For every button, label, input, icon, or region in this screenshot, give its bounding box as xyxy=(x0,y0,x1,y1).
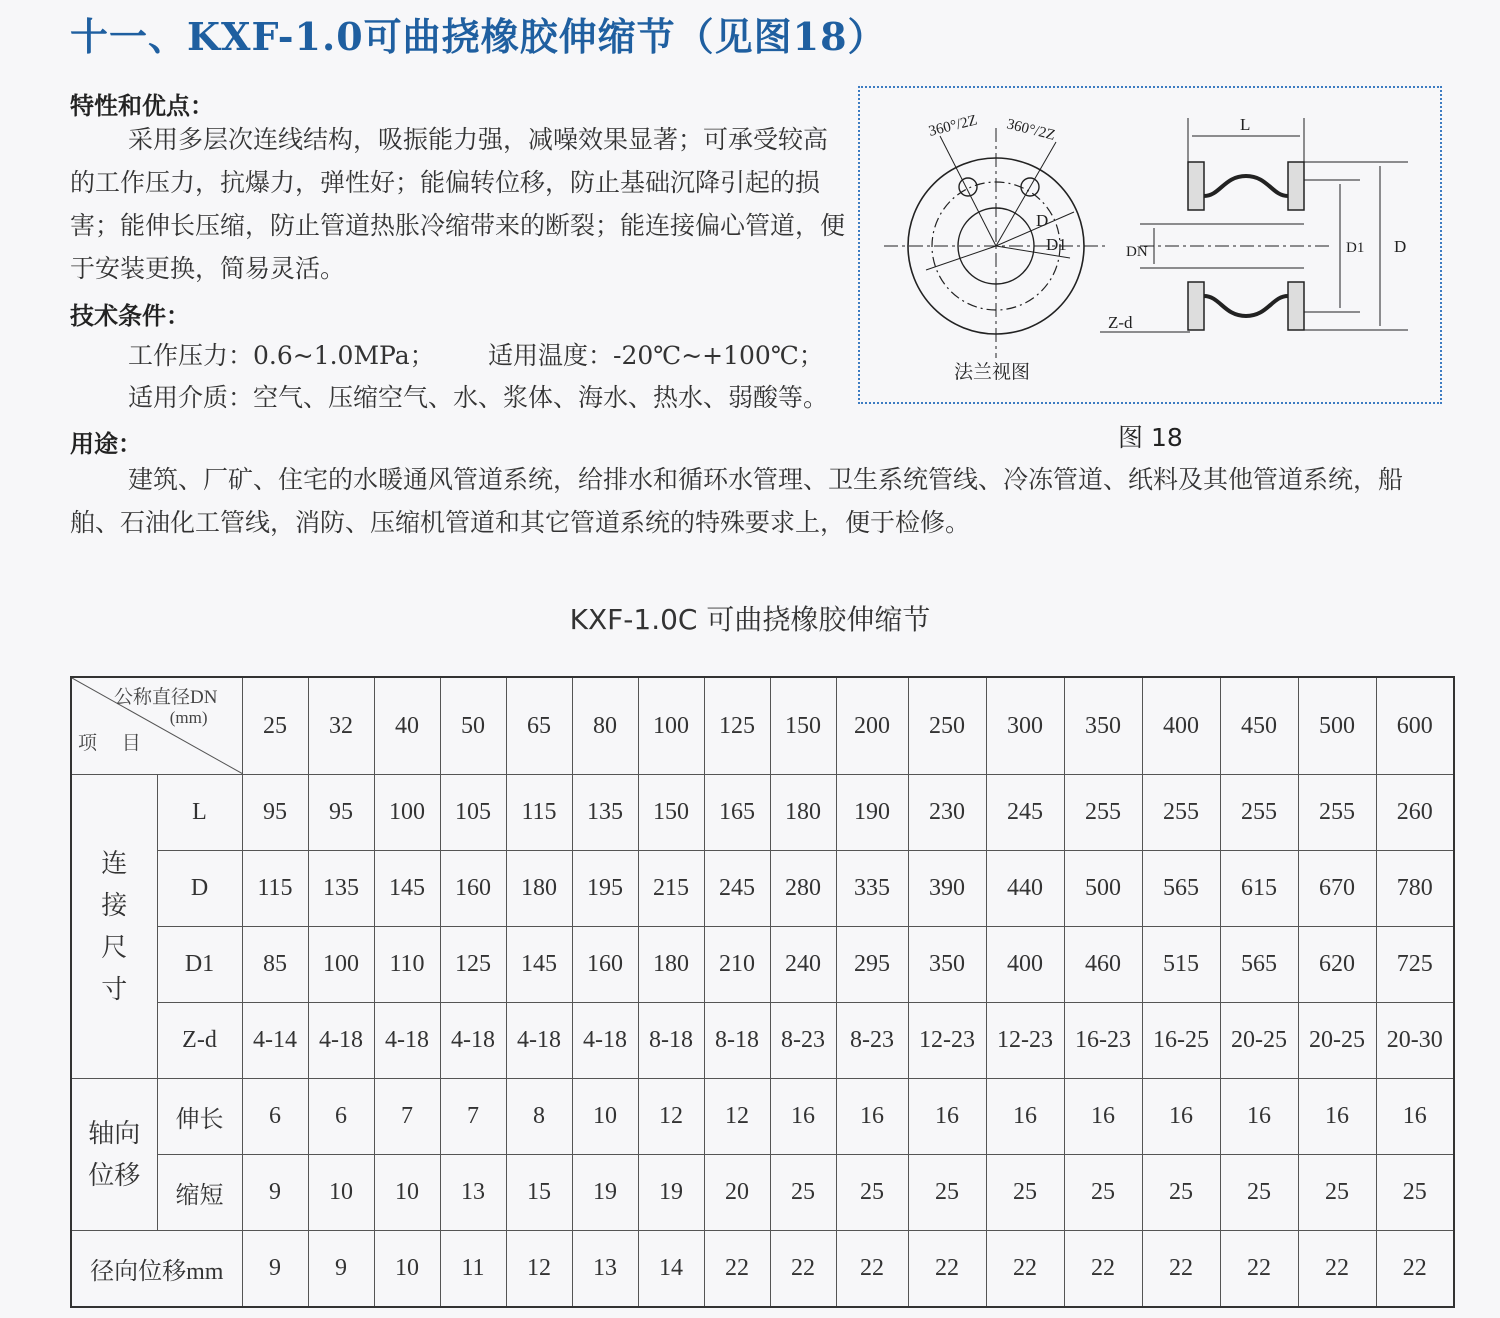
table-cell: 390 xyxy=(908,851,986,927)
column-header-dn: 250 xyxy=(908,677,986,775)
table-row xyxy=(71,1003,1454,1079)
usage-text: 建筑、厂矿、住宅的水暖通风管道系统，给排水和循环水管理、卫生系统管线、冷冻管道、纸料及其他管道系统，船舶、石油化工管线，消防、压缩机管道和其它管道系统的特殊要求上，便于检修。 xyxy=(70,465,1404,537)
column-header-dn: 500 xyxy=(1298,677,1376,775)
table-cell: 12-23 xyxy=(986,1003,1064,1079)
table-cell: 22 xyxy=(1298,1231,1376,1308)
table-cell: 9 xyxy=(242,1155,308,1231)
flange-view-label: 法兰视图 xyxy=(954,361,1031,383)
corner-item-label: 项 目 xyxy=(78,733,151,754)
table-cell: 16 xyxy=(770,1079,836,1155)
table-cell: 25 xyxy=(908,1155,986,1231)
usage-heading: 用途： xyxy=(70,430,142,458)
column-header-dn: 32 xyxy=(308,677,374,775)
table-cell: 16-23 xyxy=(1064,1003,1142,1079)
corner-unit-label: (mm) xyxy=(169,708,208,727)
page-title: 十一、KXF-1.0可曲挠橡胶伸缩节（见图18） xyxy=(70,14,887,59)
table-row xyxy=(71,851,1454,927)
table-cell: 16 xyxy=(1220,1079,1298,1155)
table-cell: 135 xyxy=(308,851,374,927)
table-cell: 190 xyxy=(836,775,908,851)
table-cell: 16 xyxy=(986,1079,1064,1155)
table-cell: 10 xyxy=(572,1079,638,1155)
table-cell: 8 xyxy=(506,1079,572,1155)
side-label-dn: DN xyxy=(1126,244,1148,260)
group-label-char: 寸 xyxy=(101,974,128,1004)
table-cell: 440 xyxy=(986,851,1064,927)
table-cell: 22 xyxy=(1064,1231,1142,1308)
table-cell: 4-14 xyxy=(242,1003,308,1079)
table-cell: 25 xyxy=(986,1155,1064,1231)
tech-heading: 技术条件： xyxy=(70,302,190,330)
group-label-char: 尺 xyxy=(101,932,128,962)
table-cell: 145 xyxy=(374,851,440,927)
group-label-char: 连 xyxy=(101,848,128,878)
angle-label-left: 360°/2Z xyxy=(927,112,979,140)
side-label-d: D xyxy=(1394,237,1407,256)
column-header-dn: 200 xyxy=(836,677,908,775)
tech-pressure: 工作压力：0.6~1.0MPa； xyxy=(128,341,435,370)
table-cell: 615 xyxy=(1220,851,1298,927)
table-cell: 16 xyxy=(908,1079,986,1155)
row-label: 缩短 xyxy=(157,1155,242,1231)
table-row xyxy=(71,1079,1454,1155)
table-cell: 19 xyxy=(638,1155,704,1231)
table-cell: 460 xyxy=(1064,927,1142,1003)
table-cell: 20-30 xyxy=(1376,1003,1454,1079)
table-cell: 16 xyxy=(1142,1079,1220,1155)
table-cell: 12 xyxy=(704,1079,770,1155)
expansion-joint-drawing xyxy=(860,88,1444,406)
table-cell: 255 xyxy=(1298,775,1376,851)
tech-temperature: 适用温度：-20℃~+100℃； xyxy=(488,341,824,370)
table-cell: 10 xyxy=(308,1155,374,1231)
table-cell: 295 xyxy=(836,927,908,1003)
table-row xyxy=(71,775,1454,851)
tech-medium: 适用介质：空气、压缩空气、水、浆体、海水、热水、弱酸等。 xyxy=(128,383,829,412)
flange-label-d: D xyxy=(1036,211,1049,230)
table-cell: 12 xyxy=(506,1231,572,1308)
group-label-char: 接 xyxy=(101,890,128,920)
table-cell: 100 xyxy=(374,775,440,851)
table-cell: 7 xyxy=(374,1079,440,1155)
table-cell: 15 xyxy=(506,1155,572,1231)
spec-table-body xyxy=(71,677,1454,1307)
table-cell: 22 xyxy=(704,1231,770,1308)
table-cell: 16 xyxy=(1298,1079,1376,1155)
table-cell: 20-25 xyxy=(1220,1003,1298,1079)
table-cell: 125 xyxy=(440,927,506,1003)
table-cell: 180 xyxy=(506,851,572,927)
features-heading: 特性和优点： xyxy=(70,92,214,120)
table-cell: 13 xyxy=(440,1155,506,1231)
table-cell: 25 xyxy=(836,1155,908,1231)
table-cell: 620 xyxy=(1298,927,1376,1003)
table-cell: 22 xyxy=(770,1231,836,1308)
table-cell: 20 xyxy=(704,1155,770,1231)
table-cell: 725 xyxy=(1376,927,1454,1003)
table-cell: 255 xyxy=(1142,775,1220,851)
spec-table xyxy=(70,676,1455,1308)
table-cell: 9 xyxy=(242,1231,308,1308)
side-label-d1: D1 xyxy=(1346,240,1365,256)
side-label-l: L xyxy=(1240,115,1251,134)
figure-18 xyxy=(858,86,1442,404)
table-cell: 8-23 xyxy=(770,1003,836,1079)
table-cell: 335 xyxy=(836,851,908,927)
table-cell: 95 xyxy=(308,775,374,851)
table-cell: 215 xyxy=(638,851,704,927)
table-cell: 22 xyxy=(1220,1231,1298,1308)
table-cell: 180 xyxy=(770,775,836,851)
group-axial-displacement xyxy=(71,1079,157,1231)
table-cell: 240 xyxy=(770,927,836,1003)
table-cell: 22 xyxy=(1142,1231,1220,1308)
table-cell: 350 xyxy=(908,927,986,1003)
table-cell: 780 xyxy=(1376,851,1454,927)
table-cell: 25 xyxy=(1298,1155,1376,1231)
table-cell: 20-25 xyxy=(1298,1003,1376,1079)
table-cell: 115 xyxy=(506,775,572,851)
table-cell: 25 xyxy=(1142,1155,1220,1231)
table-cell: 8-18 xyxy=(638,1003,704,1079)
column-header-dn: 100 xyxy=(638,677,704,775)
table-cell: 110 xyxy=(374,927,440,1003)
row-label: 伸长 xyxy=(157,1079,242,1155)
column-header-dn: 25 xyxy=(242,677,308,775)
table-cell: 565 xyxy=(1142,851,1220,927)
group-label-char: 位移 xyxy=(88,1160,141,1190)
table-cell: 4-18 xyxy=(506,1003,572,1079)
table-cell: 10 xyxy=(374,1231,440,1308)
table-cell: 4-18 xyxy=(374,1003,440,1079)
row-label: 径向位移mm xyxy=(71,1231,242,1308)
column-header-dn: 80 xyxy=(572,677,638,775)
table-cell: 95 xyxy=(242,775,308,851)
table-cell: 6 xyxy=(308,1079,374,1155)
table-cell: 100 xyxy=(308,927,374,1003)
table-row xyxy=(71,927,1454,1003)
table-cell: 160 xyxy=(440,851,506,927)
table-cell: 195 xyxy=(572,851,638,927)
table-cell: 400 xyxy=(986,927,1064,1003)
features-text: 采用多层次连线结构，吸振能力强，减噪效果显著；可承受较高的工作压力，抗爆力，弹性好；能偏转位移，防止基础沉降引起的损害；能伸长压缩，防止管道热胀冷缩带来的断裂；能连接偏心管道，便于安装更换，简易灵活。 xyxy=(70,125,846,283)
column-header-dn: 450 xyxy=(1220,677,1298,775)
table-cell: 670 xyxy=(1298,851,1376,927)
table-row xyxy=(71,1231,1454,1308)
table-cell: 565 xyxy=(1220,927,1298,1003)
table-cell: 9 xyxy=(308,1231,374,1308)
column-header-dn: 400 xyxy=(1142,677,1220,775)
table-cell: 19 xyxy=(572,1155,638,1231)
table-cell: 22 xyxy=(836,1231,908,1308)
table-cell: 16 xyxy=(836,1079,908,1155)
table-cell: 22 xyxy=(908,1231,986,1308)
column-header-dn: 350 xyxy=(1064,677,1142,775)
table-header-row xyxy=(71,677,1454,775)
group-label-char: 轴向 xyxy=(88,1118,141,1148)
table-cell: 145 xyxy=(506,927,572,1003)
flange-label-d1: D1 xyxy=(1046,235,1067,254)
table-cell: 255 xyxy=(1064,775,1142,851)
angle-label-right: 360°/2Z xyxy=(1005,116,1057,144)
table-corner-cell xyxy=(71,677,242,775)
table-cell: 14 xyxy=(638,1231,704,1308)
corner-dn-label: 公称直径DN xyxy=(114,687,218,708)
row-label: D1 xyxy=(157,927,242,1003)
table-cell: 16 xyxy=(1376,1079,1454,1155)
table-cell: 8-18 xyxy=(704,1003,770,1079)
column-header-dn: 300 xyxy=(986,677,1064,775)
table-cell: 16-25 xyxy=(1142,1003,1220,1079)
table-cell: 150 xyxy=(638,775,704,851)
table-cell: 6 xyxy=(242,1079,308,1155)
table-cell: 135 xyxy=(572,775,638,851)
table-cell: 25 xyxy=(1064,1155,1142,1231)
table-title: KXF-1.0C 可曲挠橡胶伸缩节 xyxy=(569,603,931,636)
table-cell: 245 xyxy=(704,851,770,927)
table-cell: 25 xyxy=(1376,1155,1454,1231)
bolt-hole-left xyxy=(959,178,977,196)
table-cell: 25 xyxy=(770,1155,836,1231)
table-cell: 230 xyxy=(908,775,986,851)
side-label-zd: Z-d xyxy=(1108,313,1133,332)
table-cell: 115 xyxy=(242,851,308,927)
table-cell: 12 xyxy=(638,1079,704,1155)
table-cell: 280 xyxy=(770,851,836,927)
table-cell: 85 xyxy=(242,927,308,1003)
table-cell: 255 xyxy=(1220,775,1298,851)
table-cell: 25 xyxy=(1220,1155,1298,1231)
column-header-dn: 65 xyxy=(506,677,572,775)
table-cell: 13 xyxy=(572,1231,638,1308)
table-cell: 11 xyxy=(440,1231,506,1308)
table-cell: 10 xyxy=(374,1155,440,1231)
table-cell: 160 xyxy=(572,927,638,1003)
table-cell: 4-18 xyxy=(572,1003,638,1079)
column-header-dn: 50 xyxy=(440,677,506,775)
table-cell: 16 xyxy=(1064,1079,1142,1155)
figure-caption: 图 18 xyxy=(1118,423,1183,452)
row-label: L xyxy=(157,775,242,851)
table-cell: 515 xyxy=(1142,927,1220,1003)
row-label: D xyxy=(157,851,242,927)
table-cell: 4-18 xyxy=(308,1003,374,1079)
table-cell: 22 xyxy=(986,1231,1064,1308)
table-cell: 165 xyxy=(704,775,770,851)
column-header-dn: 150 xyxy=(770,677,836,775)
table-cell: 210 xyxy=(704,927,770,1003)
table-cell: 22 xyxy=(1376,1231,1454,1308)
table-cell: 4-18 xyxy=(440,1003,506,1079)
table-cell: 12-23 xyxy=(908,1003,986,1079)
table-cell: 500 xyxy=(1064,851,1142,927)
column-header-dn: 40 xyxy=(374,677,440,775)
table-cell: 7 xyxy=(440,1079,506,1155)
table-cell: 260 xyxy=(1376,775,1454,851)
table-cell: 180 xyxy=(638,927,704,1003)
column-header-dn: 600 xyxy=(1376,677,1454,775)
table-cell: 8-23 xyxy=(836,1003,908,1079)
table-cell: 245 xyxy=(986,775,1064,851)
column-header-dn: 125 xyxy=(704,677,770,775)
table-cell: 105 xyxy=(440,775,506,851)
group-connection-dimensions xyxy=(71,775,157,1079)
row-label: Z-d xyxy=(157,1003,242,1079)
table-row xyxy=(71,1155,1454,1231)
